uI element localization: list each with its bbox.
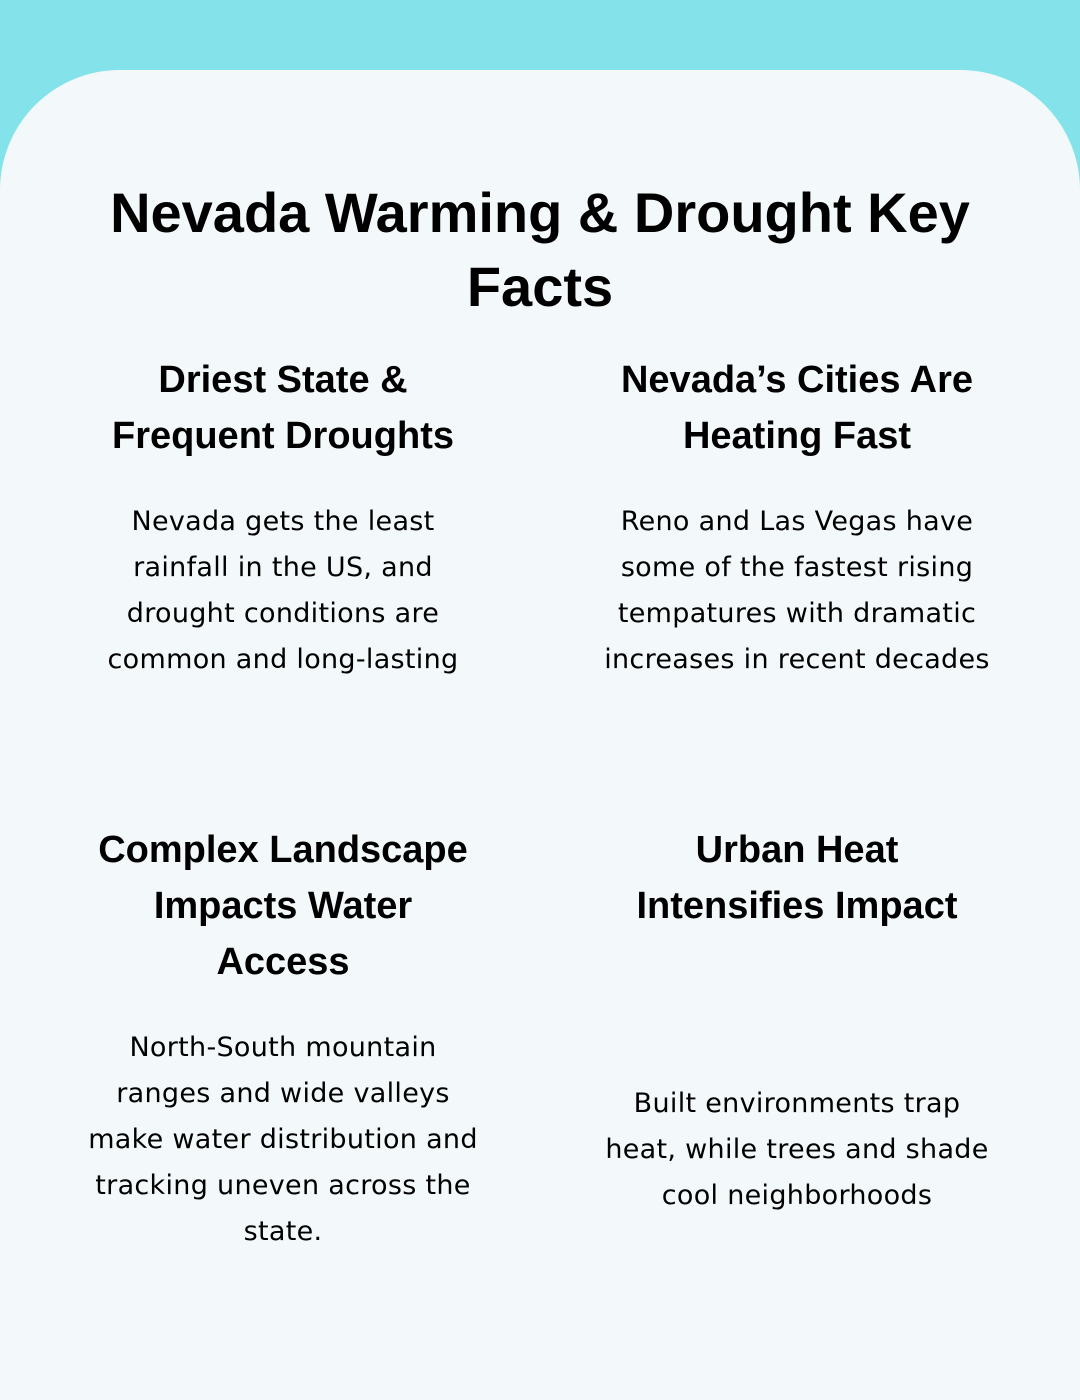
fact-complex-landscape	[83, 822, 483, 1255]
fact-body: Nevada gets the least rainfall in the US, and drought conditions are common and long-lasting	[107, 506, 459, 675]
fact-heading: Urban Heat Intensifies Impact	[636, 829, 958, 927]
fact-heading: Complex Landscape Impacts Water Access	[98, 829, 468, 983]
content-card	[0, 70, 1080, 1400]
fact-urban-heat	[597, 822, 997, 1219]
fact-body: North-South mountain ranges and wide valleys make water distribution and tracking uneven across the state.	[88, 1032, 478, 1247]
fact-body: Reno and Las Vegas have some of the fastest rising tempatures with dramatic increases in recent decades	[604, 506, 990, 675]
fact-driest-state	[83, 352, 483, 683]
fact-heading: Nevada’s Cities Are Heating Fast	[620, 359, 974, 457]
fact-cities-heating	[597, 352, 997, 683]
page-title: Nevada Warming & Drought Key Facts	[110, 181, 970, 318]
fact-heading: Driest State & Frequent Droughts	[112, 359, 454, 457]
fact-body: Built environments trap heat, while trees and shade cool neighborhoods	[605, 1088, 989, 1211]
